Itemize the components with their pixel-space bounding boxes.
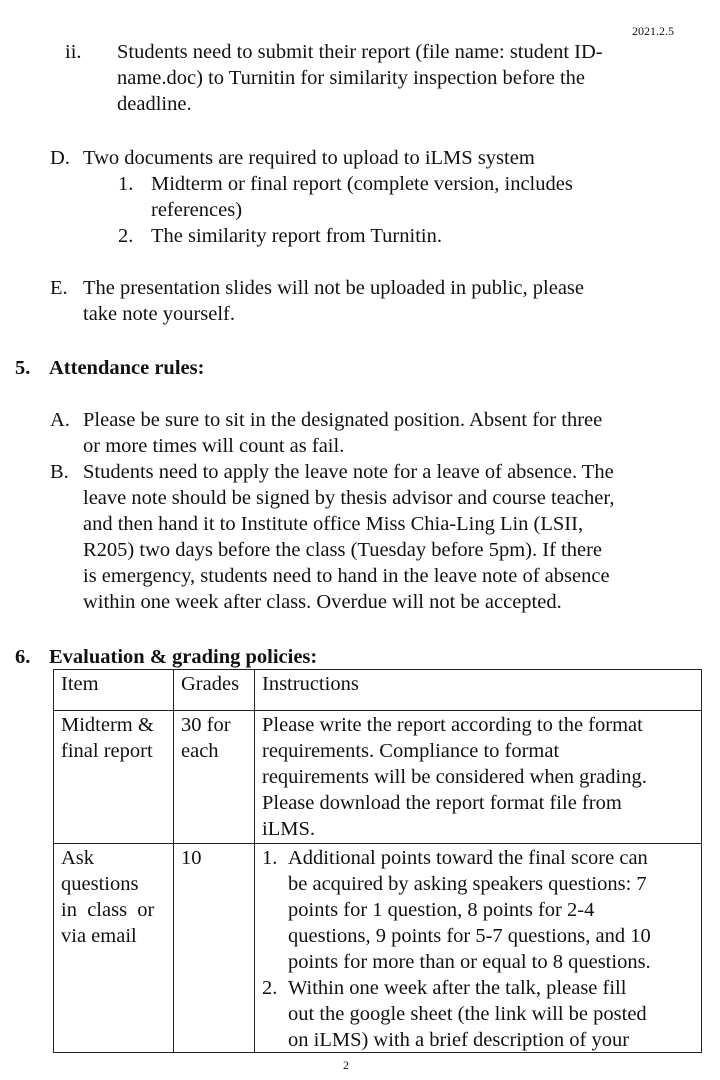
item-e-line: take note yourself. [83,303,235,325]
table-cell-item: via email [61,925,137,947]
subitem-line: Midterm or final report (complete version, includes [151,173,573,195]
table-cell-item: final report [61,740,153,762]
section-heading: Evaluation & grading policies: [49,646,318,668]
rule-b-line: Students need to apply the leave note for a leave of absence. The [83,461,614,483]
table-cell-item: in class or [61,899,155,921]
list-marker-e: E. [50,277,68,299]
instruction-list-marker: 1. [262,847,278,869]
item-ii-line: deadline. [117,93,192,115]
instruction-list-line: points for more than or equal to 8 questions. [288,951,651,973]
instruction-list-line: Within one week after the talk, please fill [288,977,627,999]
instruction-list-marker: 2. [262,977,278,999]
row-divider [54,710,701,711]
instruction-list-line: be acquired by asking speakers questions: 7 [288,873,647,895]
section-number: 5. [15,357,31,379]
instruction-list-line: on iLMS) with a brief description of your [288,1029,630,1051]
item-e-line: The presentation slides will not be uploaded in public, please [83,277,584,299]
rule-a-line: Please be sure to sit in the designated position. Absent for three [83,409,603,431]
table-header-instructions: Instructions [262,673,359,695]
section-heading: Attendance rules: [49,357,205,379]
grading-table [53,669,702,1053]
table-cell-item: Midterm & [61,714,154,736]
rule-b-line: and then hand it to Institute office Miss Chia-Ling Lin (LSII, [83,513,584,535]
instruction-list-line: questions, 9 points for 5-7 questions, and 10 [288,925,651,947]
table-cell-grades: 10 [181,847,202,869]
column-divider [173,670,174,1052]
subitem-line: The similarity report from Turnitin. [151,225,442,247]
table-cell-item: Ask [61,847,95,869]
instruction-list-line: Additional points toward the final score can [288,847,648,869]
column-divider [254,670,255,1052]
item-ii-line: name.doc) to Turnitin for similarity inspection before the [117,67,585,89]
rule-b-line: within one week after class. Overdue will not be accepted. [83,591,562,613]
table-cell-item: questions [61,873,139,895]
instruction-list-line: out the google sheet (the link will be posted [288,1003,647,1025]
table-cell-instructions: Please download the report format file from [262,792,622,814]
list-marker-a: A. [50,409,70,431]
table-cell-instructions: requirements. Compliance to format [262,740,560,762]
table-header-item: Item [61,673,99,695]
row-divider [54,843,701,844]
instruction-list-line: points for 1 question, 8 points for 2-4 [288,899,595,921]
rule-a-line: or more times will count as fail. [83,435,345,457]
page-number: 2 [343,1058,349,1072]
sublist-marker: 2. [118,225,134,247]
sublist-marker: 1. [118,173,134,195]
rule-b-line: is emergency, students need to hand in the leave note of absence [83,565,610,587]
item-d-text: Two documents are required to upload to iLMS system [83,147,535,169]
table-cell-grades: each [181,740,219,762]
section-number: 6. [15,646,31,668]
list-marker-ii: ii. [65,41,82,63]
list-marker-d: D. [50,147,70,169]
table-cell-instructions: Please write the report according to the format [262,714,643,736]
item-ii-line: Students need to submit their report (file name: student ID- [117,41,603,63]
table-cell-grades: 30 for [181,714,231,736]
table-cell-instructions: iLMS. [262,818,315,840]
list-marker-b: B. [50,461,69,483]
table-header-grades: Grades [181,673,240,695]
document-date: 2021.2.5 [632,24,674,38]
rule-b-line: leave note should be signed by thesis advisor and course teacher, [83,487,615,509]
table-cell-instructions: requirements will be considered when grading. [262,766,647,788]
rule-b-line: R205) two days before the class (Tuesday before 5pm). If there [83,539,602,561]
subitem-line: references) [151,199,243,221]
